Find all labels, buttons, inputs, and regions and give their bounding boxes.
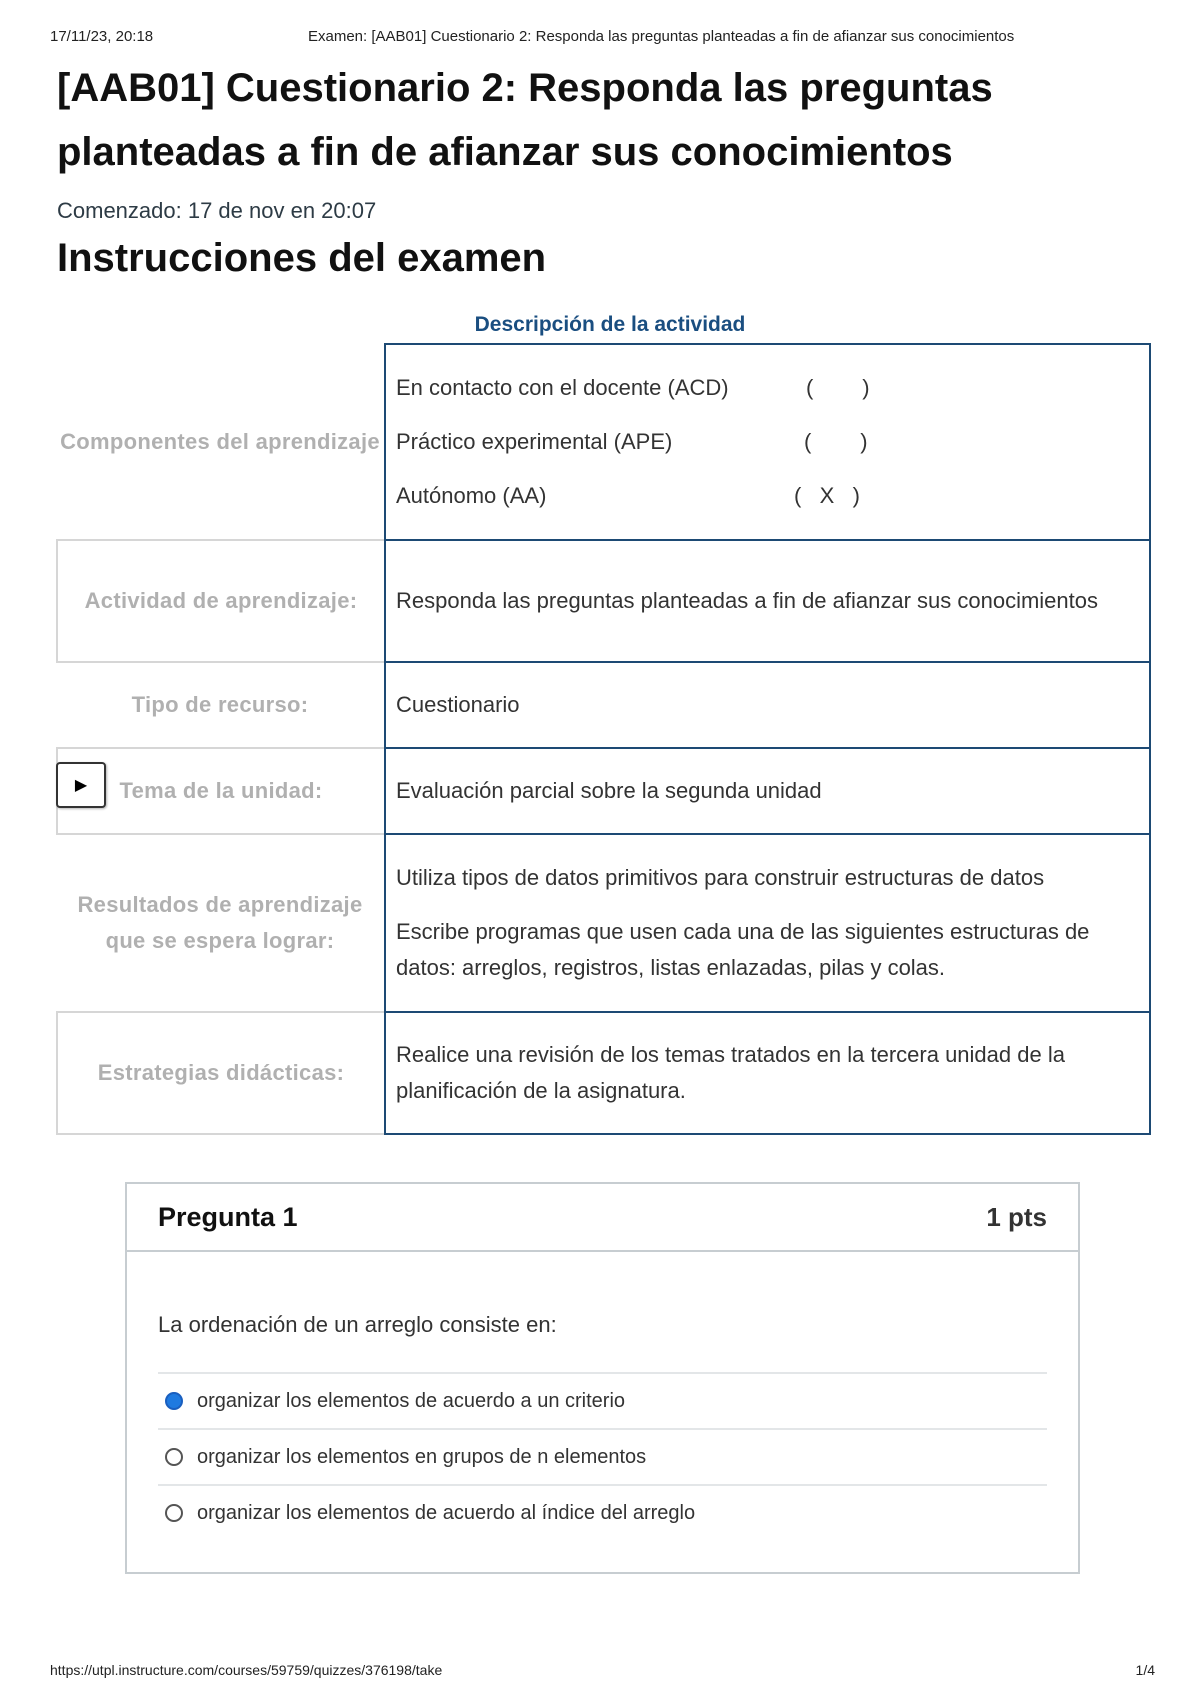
answer-label: organizar los elementos de acuerdo a un criterio [197,1389,626,1412]
row-components [56,343,1151,541]
component-ape-name: Práctico experimental (APE) [396,429,673,454]
component-aa [396,469,1139,523]
question-card [125,1182,1080,1574]
row-outcomes [56,833,1151,1013]
row-activity [56,539,1151,663]
outcome-1: Utiliza tipos de datos primitivos para construir estructuras de datos [396,865,1045,890]
answer-label: organizar los elementos en grupos de n elementos [197,1445,647,1468]
components-label: Componentes del aprendizaje [60,429,380,454]
answer-option-2[interactable] [158,1428,1047,1484]
resource-label: Tipo de recurso: [131,692,309,717]
quiz-title: [AAB01] Cuestionario 2: Responda las preguntas planteadas a fin de afianzar sus conocimientos [57,66,993,174]
component-acd-mark: ( ) [806,375,870,400]
play-icon: ▶ [74,777,88,794]
radio-button[interactable] [165,1504,183,1522]
answer-option-3[interactable] [158,1484,1047,1540]
components-value [384,343,1151,541]
print-header [50,28,1160,48]
component-acd-name: En contacto con el docente (ACD) [396,375,729,400]
question-header [127,1184,1078,1252]
activity-value [384,539,1151,663]
row-strategies [56,1011,1151,1135]
row-resource [56,661,1151,749]
instructions-heading: Instrucciones del examen [57,236,547,280]
outcomes-label: Resultados de aprendizaje que se espera lograr: [77,892,363,953]
unit-topic-text: Evaluación parcial sobre la segunda unidad [396,778,822,803]
print-url: https://utpl.instructure.com/courses/59759/quizzes/376198/take [50,1662,443,1678]
outcomes-value [384,833,1151,1013]
radio-button[interactable] [165,1448,183,1466]
question-text: La ordenación de un arreglo consiste en: [158,1312,557,1337]
question-points: 1 pts [986,1202,1047,1232]
activity-caption: Descripción de la actividad [474,313,746,336]
answer-label: organizar los elementos de acuerdo al índice del arreglo [197,1501,696,1524]
answer-list [158,1372,1047,1540]
resource-value [384,661,1151,749]
component-ape-mark: ( ) [804,429,868,454]
component-ape [396,415,1139,469]
outcome-2: Escribe programas que usen cada una de las siguientes estructuras de datos: arreglos, registros, listas enlazadas, pilas y colas. [396,919,1090,980]
unit-topic-label: Tema de la unidad: [56,747,384,835]
strategies-text: Realice una revisión de los temas tratados en la tercera unidad de la planificación de la asignatura. [396,1042,1065,1103]
strategies-value [384,1011,1151,1135]
component-aa-mark: ( X ) [794,483,860,508]
answer-option-1[interactable] [158,1372,1047,1428]
row-unit-topic [56,747,1151,835]
activity-text: Responda las preguntas planteadas a fin de afianzar sus conocimientos [396,588,1099,613]
unit-topic-value [384,747,1151,835]
quiz-started-time: Comenzado: 17 de nov en 20:07 [57,198,377,223]
component-aa-name: Autónomo (AA) [396,483,547,508]
radio-button-selected[interactable] [165,1392,183,1410]
print-footer [50,1662,1155,1682]
print-date: 17/11/23, 20:18 [50,28,154,45]
component-acd [396,361,1139,415]
media-play-button[interactable] [56,762,106,808]
strategies-label: Estrategias didácticas: [56,1011,384,1135]
activity-label: Actividad de aprendizaje: [56,539,384,663]
print-page-number: 1/4 [1135,1662,1155,1678]
resource-text: Cuestionario [396,692,520,717]
print-doc-title: Examen: [AAB01] Cuestionario 2: Responda las preguntas planteadas a fin de afianzar sus conocimientos [308,28,1015,45]
question-name: Pregunta 1 [158,1202,298,1232]
